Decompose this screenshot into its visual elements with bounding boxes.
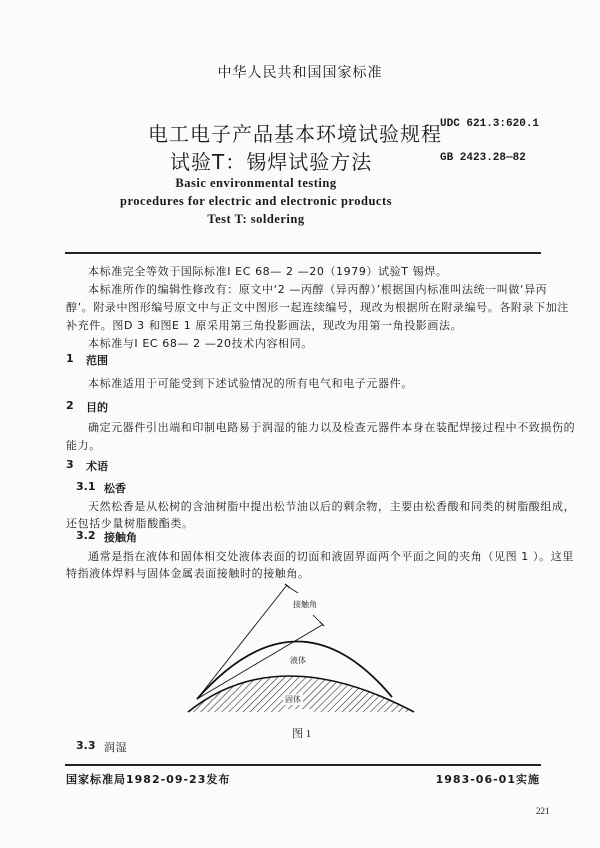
title-line2: 试验T：锡焊试验方法: [170, 150, 373, 174]
solid-label: 固体: [285, 695, 301, 704]
english-title-1: Basic environmental testing: [175, 176, 337, 190]
section-3-number: 3: [66, 458, 74, 471]
page-number: 221: [536, 806, 550, 816]
section-3-1-text: 还包括少量树脂酸酯类。: [66, 517, 194, 530]
section-2-title: 目的: [86, 401, 108, 414]
section-2-number: 2: [66, 399, 74, 412]
section-1-title: 范围: [86, 354, 108, 367]
section-3-2-text: 通常是指在液体和固体相交处液体表面的切面和液固界面两个平面之间的夹角（见图 1 ）。这里: [88, 550, 574, 563]
english-title-3: Test T: soldering: [207, 212, 305, 226]
preface-line: 本标准与I EC 68— 2 —20技术内容相同。: [88, 337, 313, 350]
preface-line: 醇’。附录中图形编号原文中与正文中图形一起连续编号，现改为根据所在附录编号。各附录下加注: [66, 301, 569, 314]
effective-date: 1983-06-01实施: [435, 773, 540, 786]
section-3-1-number: 3.1: [76, 480, 96, 493]
section-3-3-number: 3.3: [76, 739, 96, 752]
section-3-title: 术语: [86, 460, 108, 473]
issue-date: 国家标准局1982-09-23发布: [66, 773, 231, 786]
section-2-text: 能力。: [66, 439, 101, 452]
bottom-divider: [65, 764, 541, 766]
section-3-1-text: 天然松香是从松树的含油树脂中提出松节油以后的剩余物，主要由松香酸和同类的树脂酸组成，: [88, 500, 576, 513]
english-title-2: procedures for electric and electronic products: [120, 194, 392, 208]
preface-line: 补充件。图D 3 和图E 1 原采用第三角投影画法，现改为用第一角投影画法。: [66, 319, 463, 332]
section-3-2-number: 3.2: [76, 529, 96, 542]
preface-line: 本标准所作的编辑性修改有：原文中‘2 —丙醇（异丙醇）’根据国内标准叫法统一叫做‘异丙: [88, 283, 548, 296]
title-line1: 电工电子产品基本环境试验规程: [148, 122, 442, 146]
liquid-label: 液体: [290, 656, 306, 665]
udc-code: UDC 621.3:620.1: [440, 118, 540, 130]
gb-code: GB 2423.28—82: [440, 152, 526, 164]
section-1-text: 本标准适用于可能受到下述试验情况的所有电气和电子元器件。: [88, 377, 413, 390]
section-3-2-title: 接触角: [104, 531, 137, 544]
section-2-text: 确定元器件引出端和印制电路易于润湿的能力以及检查元器件本身在装配焊接过程中不致损伤的: [88, 421, 576, 434]
section-1-number: 1: [66, 352, 74, 365]
section-3-1-title: 松香: [104, 482, 126, 495]
section-3-2-text: 特指液体焊料与固体金属表面接触时的接触角。: [66, 567, 310, 580]
figure-caption: 图 1: [292, 728, 312, 740]
preface-line: 本标准完全等效于国际标准I EC 68— 2 —20（1979）试验T 锡焊。: [88, 265, 448, 278]
contact-angle-label: 接触角: [293, 600, 317, 609]
top-divider: [65, 252, 541, 254]
section-3-3-title: 润湿: [104, 741, 128, 754]
nation-header: 中华人民共和国国家标准: [217, 65, 383, 81]
